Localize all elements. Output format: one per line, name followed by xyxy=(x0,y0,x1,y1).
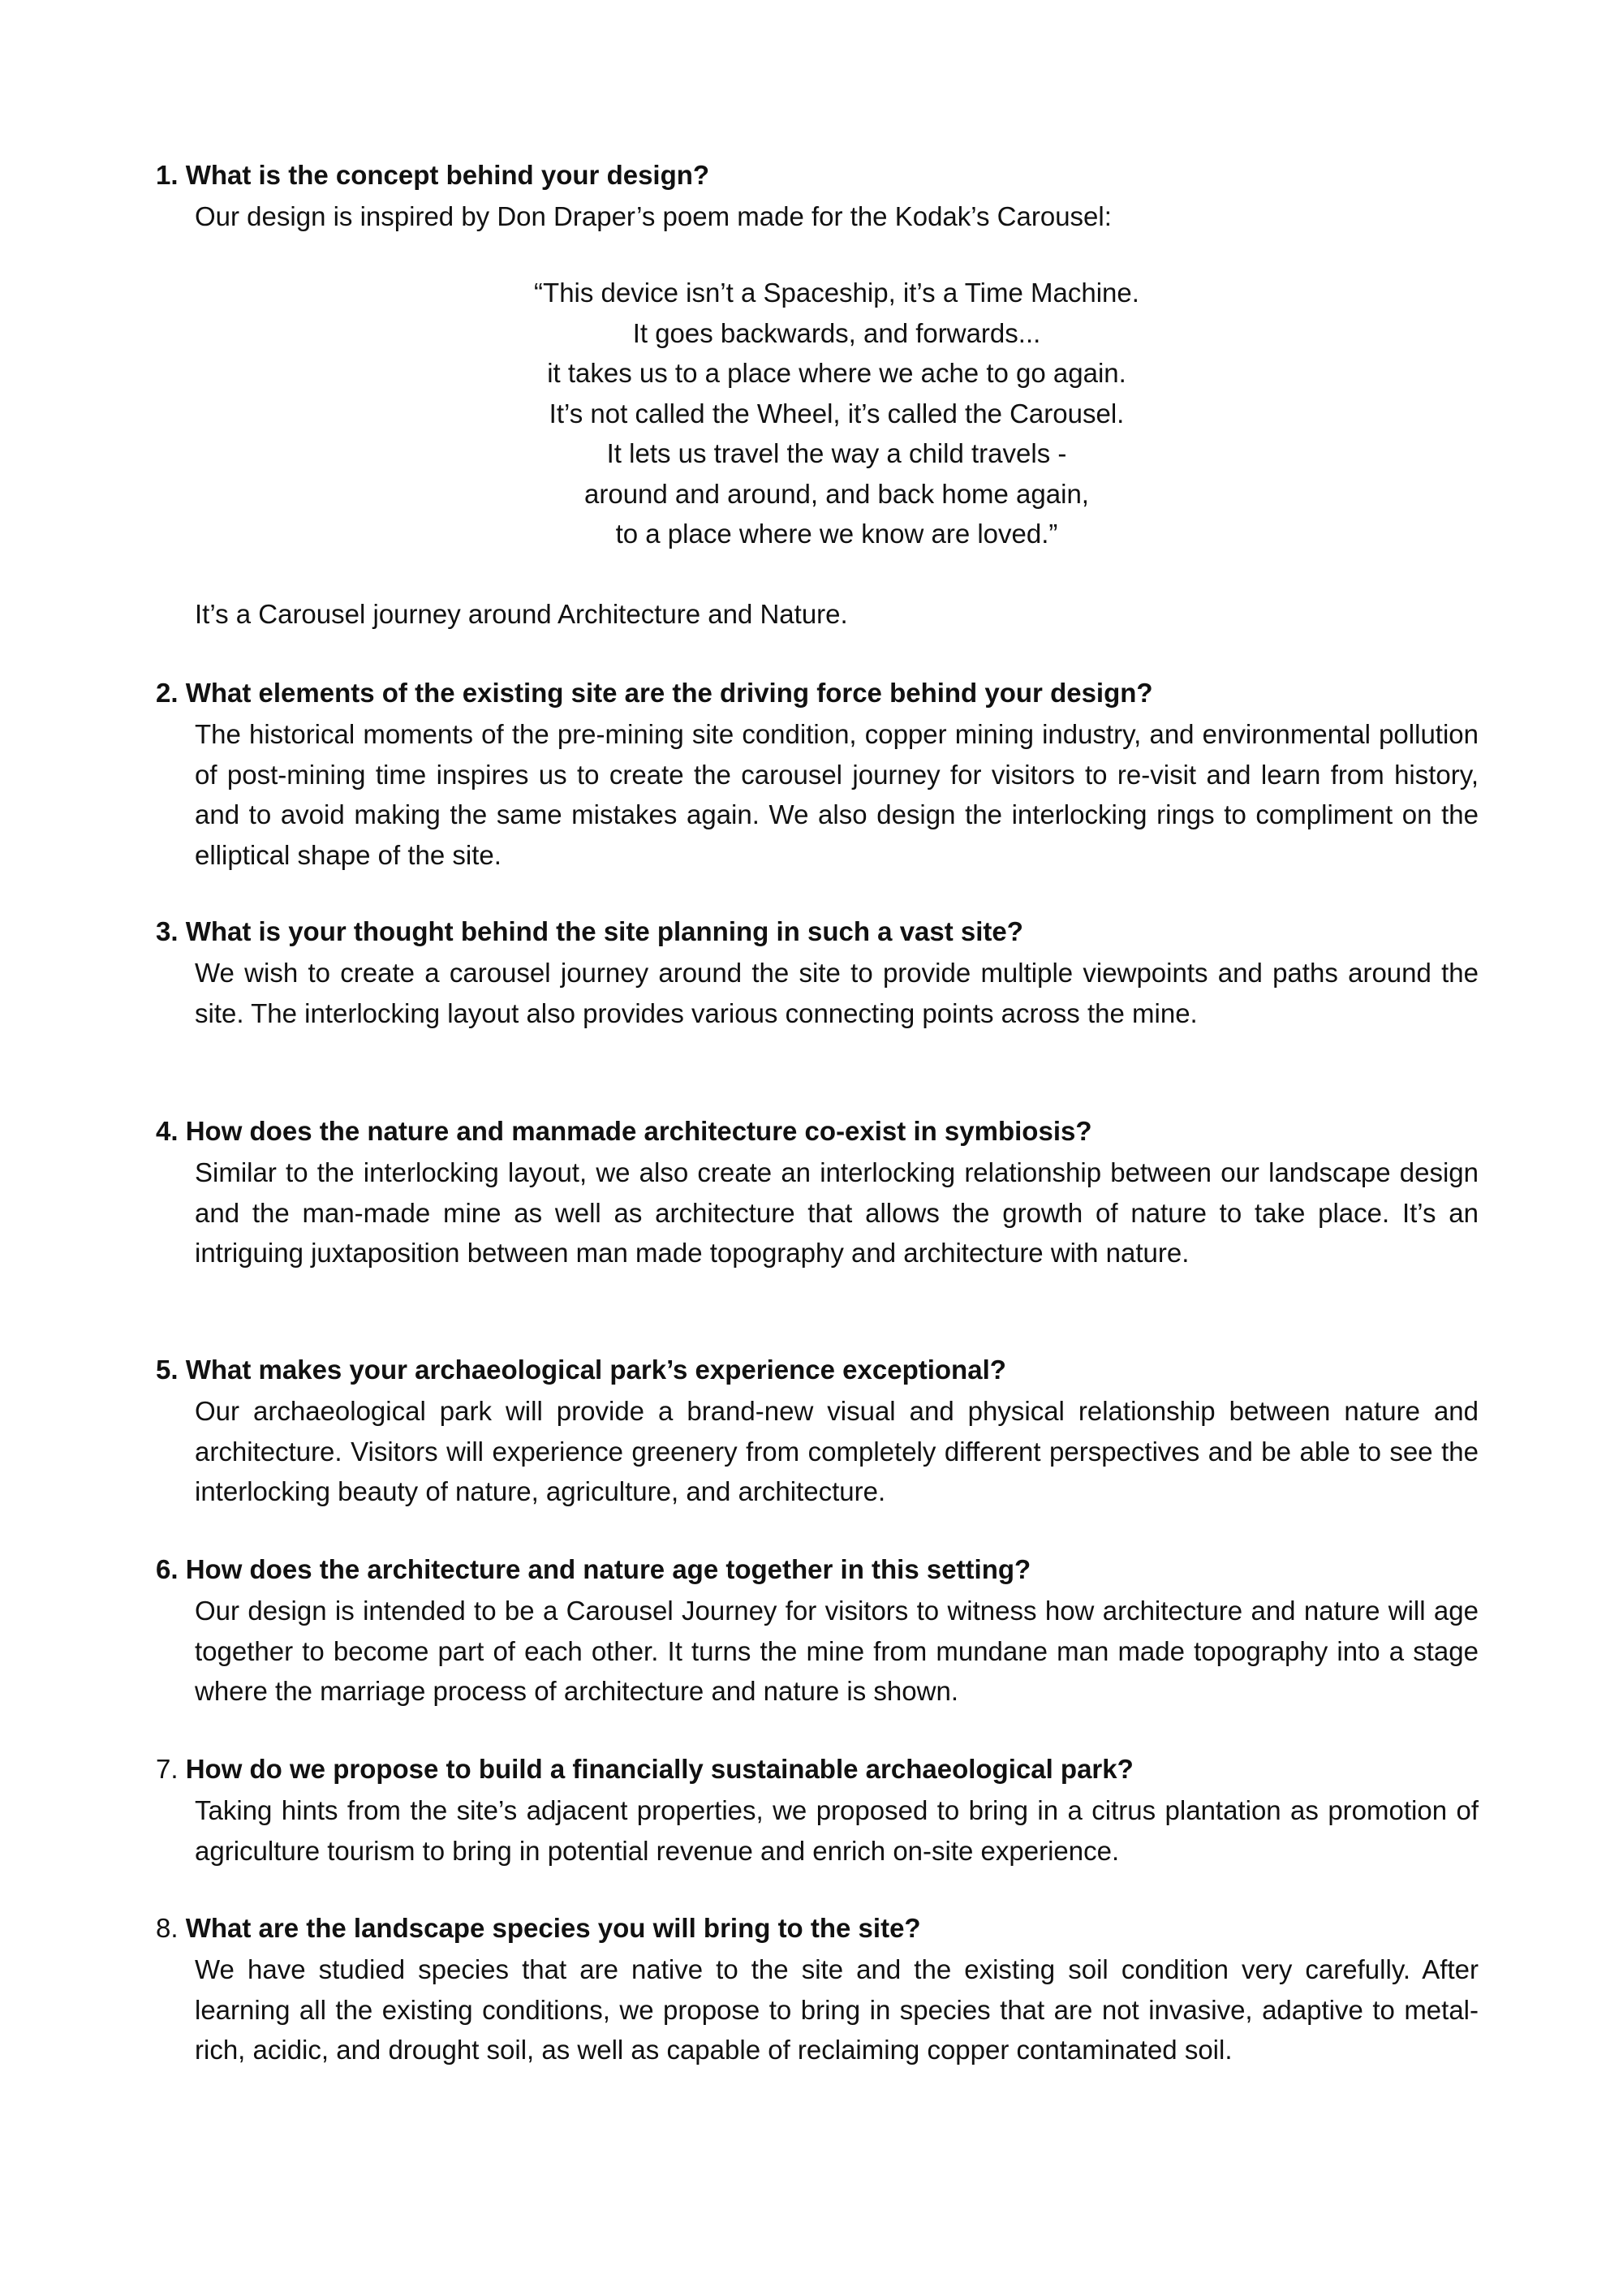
answer-1-closing: It’s a Carousel journey around Architecture and Nature. xyxy=(195,599,848,629)
question-text: What makes your archaeological park’s experience exceptional? xyxy=(185,1355,1006,1385)
poem-line: to a place where we know are loved.” xyxy=(615,519,1058,549)
question-text: What is the concept behind your design? xyxy=(185,160,710,190)
question-2 xyxy=(156,677,1487,709)
question-4 xyxy=(156,1115,1487,1148)
answer-5: Our archaeological park will provide a brand-new visual and physical relationship between nature and architecture. Visitors will experience greenery from completely different perspectives and be able to see the interlocking beauty of nature, agriculture, and architecture. xyxy=(195,1396,1479,1506)
question-number: 5. xyxy=(156,1355,179,1385)
answer-7: Taking hints from the site’s adjacent properties, we proposed to bring in a citrus plantation as promotion of agriculture tourism to bring in potential revenue and enrich on-site experience. xyxy=(195,1795,1479,1866)
answer-4: Similar to the interlocking layout, we also create an interlocking relationship between our landscape design and the man-made mine as well as architecture that allows the growth of nature to take place. It’s an intriguing juxtaposition between man made topography and architecture with nature. xyxy=(195,1157,1479,1268)
question-text: What is your thought behind the site planning in such a vast site? xyxy=(185,916,1023,946)
question-text: What elements of the existing site are the driving force behind your design? xyxy=(185,678,1153,708)
answer-3: We wish to create a carousel journey around the site to provide multiple viewpoints and paths around the site. The interlocking layout also provides various connecting points across the mine. xyxy=(195,958,1479,1028)
question-1 xyxy=(156,159,1487,192)
answer-6: Our design is intended to be a Carousel Journey for visitors to witness how architecture and nature will age together to become part of each other. It turns the mine from mundane man made topography into a stage where the marriage process of architecture and nature is shown. xyxy=(195,1596,1479,1706)
poem-line: It lets us travel the way a child travels - xyxy=(606,438,1067,468)
question-text: How does the architecture and nature age together in this setting? xyxy=(185,1554,1031,1584)
poem-line: “This device isn’t a Spaceship, it’s a Time Machine. xyxy=(534,278,1139,308)
question-number: 8. xyxy=(156,1913,179,1943)
question-8 xyxy=(156,1912,1487,1945)
question-3 xyxy=(156,915,1487,948)
poem-line: It’s not called the Wheel, it’s called the Carousel. xyxy=(549,398,1125,429)
question-number: 4. xyxy=(156,1116,179,1146)
question-text: How do we propose to build a financially sustainable archaeological park? xyxy=(185,1754,1134,1784)
question-number: 6. xyxy=(156,1554,179,1584)
question-5 xyxy=(156,1354,1487,1386)
question-text: What are the landscape species you will bring to the site? xyxy=(185,1913,921,1943)
question-number: 1. xyxy=(156,160,179,190)
question-7 xyxy=(156,1753,1487,1786)
poem-line: It goes backwards, and forwards... xyxy=(632,317,1041,348)
question-6 xyxy=(156,1553,1487,1586)
question-text: How does the nature and manmade architecture co-exist in symbiosis? xyxy=(185,1116,1092,1146)
poem-line: around and around, and back home again, xyxy=(584,478,1089,509)
answer-8: We have studied species that are native to the site and the existing soil condition very carefully. After learning all the existing conditions, we propose to bring in species that are not invasive, adaptive to metal-rich, acidic, and drought soil, as well as capable of reclaiming copper contaminated soil. xyxy=(195,1954,1479,2065)
poem-quote xyxy=(195,273,1479,554)
poem-line: it takes us to a place where we ache to go again. xyxy=(547,358,1126,388)
question-number: 7. xyxy=(156,1754,179,1784)
question-number: 3. xyxy=(156,916,179,946)
answer-2: The historical moments of the pre-mining site condition, copper mining industry, and environmental pollution of post-mining time inspires us to create the carousel journey for visitors to re-visit and learn from history, and to avoid making the same mistakes again. We also design the interlocking rings to compliment on the elliptical shape of the site. xyxy=(195,719,1479,870)
answer-1-intro: Our design is inspired by Don Draper’s poem made for the Kodak’s Carousel: xyxy=(195,201,1112,231)
question-number: 2. xyxy=(156,678,179,708)
